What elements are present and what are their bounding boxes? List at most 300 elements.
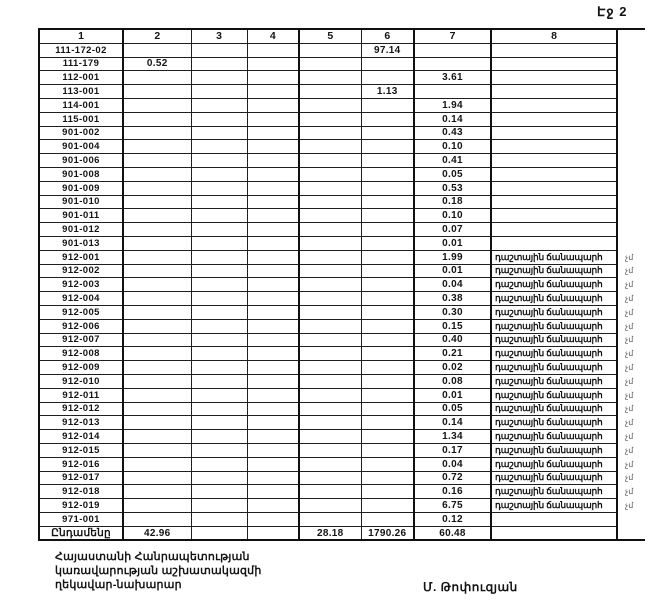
- margin-mark: չմ: [625, 266, 634, 276]
- row-value: [299, 416, 361, 430]
- row-value: [361, 195, 414, 209]
- row-value: [299, 292, 361, 306]
- row-value: [191, 512, 247, 526]
- row-code: 114-001: [39, 98, 123, 112]
- row-value: 28.18: [299, 526, 361, 540]
- row-code: 912-008: [39, 347, 123, 361]
- row-value: [191, 236, 247, 250]
- table-row: [39, 57, 645, 71]
- row-value: [247, 374, 299, 388]
- row-value: [247, 112, 299, 126]
- margin-mark: [617, 126, 645, 140]
- row-value: [299, 443, 361, 457]
- row-value: [299, 374, 361, 388]
- row-code: 912-015: [39, 443, 123, 457]
- row-description: դաշտային ճանապարհ: [491, 388, 617, 402]
- row-value: [247, 347, 299, 361]
- row-value: [361, 457, 414, 471]
- table-row: [39, 181, 645, 195]
- column-header-2: 2: [123, 29, 191, 43]
- row-value: [191, 305, 247, 319]
- row-value: [191, 223, 247, 237]
- row-value: [247, 319, 299, 333]
- row-value: [123, 209, 191, 223]
- row-value: 0.38: [414, 292, 491, 306]
- row-value: 97.14: [361, 43, 414, 57]
- row-value: [361, 333, 414, 347]
- row-value: [299, 126, 361, 140]
- margin-mark: չմ: [625, 500, 634, 510]
- row-value: [361, 485, 414, 499]
- row-code: 112-001: [39, 71, 123, 85]
- margin-mark: չմ: [625, 363, 634, 373]
- row-value: [299, 471, 361, 485]
- margin-mark: չմ: [625, 487, 634, 497]
- row-value: [299, 167, 361, 181]
- row-value: 0.16: [414, 485, 491, 499]
- table-row: [39, 374, 645, 388]
- row-value: 0.41: [414, 154, 491, 168]
- row-value: [361, 388, 414, 402]
- row-value: 0.04: [414, 278, 491, 292]
- row-description: դաշտային ճանապարհ: [491, 471, 617, 485]
- row-value: [299, 250, 361, 264]
- row-description: դաշտային ճանապարհ: [491, 333, 617, 347]
- table-row: [39, 250, 645, 264]
- row-value: [247, 471, 299, 485]
- row-value: 60.48: [414, 526, 491, 540]
- row-code: 901-010: [39, 195, 123, 209]
- margin-mark: չմ: [625, 376, 634, 386]
- total-row: [39, 526, 645, 540]
- row-value: [123, 485, 191, 499]
- margin-mark: չմ: [625, 252, 634, 262]
- margin-mark: [617, 43, 645, 57]
- row-code: 115-001: [39, 112, 123, 126]
- row-code: 912-004: [39, 292, 123, 306]
- row-description: [491, 112, 617, 126]
- row-value: [361, 154, 414, 168]
- margin-mark: չմ: [625, 432, 634, 441]
- margin-column-header: [617, 29, 645, 43]
- row-value: [123, 305, 191, 319]
- table-row: [39, 112, 645, 126]
- row-code: 901-002: [39, 126, 123, 140]
- row-value: [299, 43, 361, 57]
- margin-mark: [617, 98, 645, 112]
- row-value: [299, 181, 361, 195]
- data-table: [38, 28, 645, 541]
- row-value: [123, 457, 191, 471]
- row-value: [191, 140, 247, 154]
- row-value: 0.01: [414, 264, 491, 278]
- signatory-title-line: ղեկավար-նախարար: [55, 579, 182, 591]
- row-value: [299, 512, 361, 526]
- row-value: [299, 195, 361, 209]
- row-value: [299, 305, 361, 319]
- row-code: 901-012: [39, 223, 123, 237]
- row-value: 0.10: [414, 209, 491, 223]
- row-value: [247, 126, 299, 140]
- row-value: 0.40: [414, 333, 491, 347]
- row-value: [247, 430, 299, 444]
- row-value: [361, 319, 414, 333]
- row-value: [191, 292, 247, 306]
- row-value: [123, 430, 191, 444]
- row-value: [299, 278, 361, 292]
- row-value: [247, 167, 299, 181]
- row-value: [123, 264, 191, 278]
- row-value: [191, 333, 247, 347]
- row-value: [191, 167, 247, 181]
- row-value: 0.14: [414, 416, 491, 430]
- row-description: [491, 71, 617, 85]
- margin-mark: չմ: [625, 445, 634, 455]
- row-value: [247, 499, 299, 513]
- row-value: 0.05: [414, 167, 491, 181]
- row-description: դաշտային ճանապարհ: [491, 499, 617, 513]
- row-value: 0.52: [123, 57, 191, 71]
- row-value: [247, 443, 299, 457]
- row-value: 0.53: [414, 181, 491, 195]
- row-value: [361, 347, 414, 361]
- row-value: [299, 71, 361, 85]
- row-value: [123, 250, 191, 264]
- row-description: դաշտային ճանապարհ: [491, 402, 617, 416]
- row-code: 912-013: [39, 416, 123, 430]
- row-description: [491, 209, 617, 223]
- table-header: [39, 29, 645, 43]
- row-description: դաշտային ճանապարհ: [491, 485, 617, 499]
- row-description: [491, 526, 617, 540]
- row-value: [191, 126, 247, 140]
- row-value: [123, 85, 191, 99]
- row-value: [361, 374, 414, 388]
- margin-mark: [617, 526, 645, 540]
- row-value: [191, 499, 247, 513]
- row-value: [191, 416, 247, 430]
- row-value: 0.07: [414, 223, 491, 237]
- row-value: [123, 443, 191, 457]
- row-value: [299, 112, 361, 126]
- row-value: [361, 512, 414, 526]
- row-code: 912-002: [39, 264, 123, 278]
- margin-mark: չմ: [625, 404, 634, 414]
- table-row: [39, 485, 645, 499]
- row-value: [191, 374, 247, 388]
- row-value: 0.12: [414, 512, 491, 526]
- row-value: 3.61: [414, 71, 491, 85]
- header-row: [39, 29, 645, 43]
- row-value: [361, 140, 414, 154]
- row-description: դաշտային ճանապարհ: [491, 347, 617, 361]
- table-row: [39, 85, 645, 99]
- row-value: [361, 278, 414, 292]
- row-code: 912-009: [39, 361, 123, 375]
- table-row: [39, 430, 645, 444]
- margin-mark: չմ: [625, 335, 634, 345]
- row-code: 901-006: [39, 154, 123, 168]
- row-value: 0.05: [414, 402, 491, 416]
- row-value: [123, 43, 191, 57]
- row-value: [247, 333, 299, 347]
- row-code: 111-172-02: [39, 43, 123, 57]
- row-description: դաշտային ճանապարհ: [491, 278, 617, 292]
- row-code: 912-005: [39, 305, 123, 319]
- row-value: [247, 457, 299, 471]
- row-value: [191, 85, 247, 99]
- row-value: [361, 223, 414, 237]
- row-value: [299, 236, 361, 250]
- row-value: [299, 457, 361, 471]
- row-value: [361, 71, 414, 85]
- row-value: [191, 181, 247, 195]
- row-value: [123, 402, 191, 416]
- row-value: [299, 333, 361, 347]
- row-description: [491, 512, 617, 526]
- row-description: դաշտային ճանապարհ: [491, 264, 617, 278]
- margin-mark: չմ: [625, 307, 634, 317]
- margin-mark: չմ: [625, 321, 634, 331]
- row-value: 1790.26: [361, 526, 414, 540]
- row-value: [247, 195, 299, 209]
- row-code: 912-006: [39, 319, 123, 333]
- row-description: դաշտային ճանապարհ: [491, 443, 617, 457]
- row-value: 42.96: [123, 526, 191, 540]
- table-row: [39, 443, 645, 457]
- row-value: [191, 526, 247, 540]
- row-value: [247, 526, 299, 540]
- margin-mark: չմ: [625, 459, 634, 469]
- row-value: 0.01: [414, 388, 491, 402]
- row-value: 0.04: [414, 457, 491, 471]
- row-value: [247, 361, 299, 375]
- row-value: [299, 430, 361, 444]
- row-value: [361, 402, 414, 416]
- row-code: 912-003: [39, 278, 123, 292]
- row-value: [123, 347, 191, 361]
- row-description: [491, 85, 617, 99]
- row-value: [191, 209, 247, 223]
- table-row: [39, 512, 645, 526]
- row-value: 1.94: [414, 98, 491, 112]
- row-value: [299, 209, 361, 223]
- signatory-title-block: [55, 550, 262, 592]
- row-value: [123, 195, 191, 209]
- row-value: 0.17: [414, 443, 491, 457]
- row-code: 971-001: [39, 512, 123, 526]
- row-value: [247, 71, 299, 85]
- row-value: [123, 416, 191, 430]
- row-description: դաշտային ճանապարհ: [491, 430, 617, 444]
- row-value: [247, 85, 299, 99]
- margin-mark: [617, 195, 645, 209]
- row-value: [123, 278, 191, 292]
- margin-mark: [617, 140, 645, 154]
- row-value: [123, 140, 191, 154]
- row-value: [299, 361, 361, 375]
- row-code: 912-018: [39, 485, 123, 499]
- row-value: 1.13: [361, 85, 414, 99]
- row-value: [414, 43, 491, 57]
- row-value: 6.75: [414, 499, 491, 513]
- row-code: 912-012: [39, 402, 123, 416]
- column-header-5: 5: [299, 29, 361, 43]
- table-row: [39, 347, 645, 361]
- margin-mark: [617, 85, 645, 99]
- row-value: 0.08: [414, 374, 491, 388]
- column-header-6: 6: [361, 29, 414, 43]
- total-label: Ընդամենը: [39, 526, 123, 540]
- table-row: [39, 278, 645, 292]
- row-value: [299, 499, 361, 513]
- table-row: [39, 292, 645, 306]
- row-code: 912-017: [39, 471, 123, 485]
- row-description: [491, 223, 617, 237]
- row-value: [361, 430, 414, 444]
- row-description: [491, 57, 617, 71]
- row-code: 901-004: [39, 140, 123, 154]
- row-value: [247, 278, 299, 292]
- row-value: [361, 264, 414, 278]
- row-description: դաշտային ճանապարհ: [491, 319, 617, 333]
- row-code: 912-011: [39, 388, 123, 402]
- row-value: 0.18: [414, 195, 491, 209]
- row-value: [414, 85, 491, 99]
- row-value: [299, 154, 361, 168]
- row-value: [299, 140, 361, 154]
- row-value: [247, 209, 299, 223]
- row-value: [191, 457, 247, 471]
- signatory-title-line: կառավարության աշխատակազմի: [55, 565, 262, 577]
- column-header-7: 7: [414, 29, 491, 43]
- row-value: [299, 319, 361, 333]
- row-description: դաշտային ճանապարհ: [491, 374, 617, 388]
- row-value: [361, 57, 414, 71]
- row-value: 0.30: [414, 305, 491, 319]
- row-description: [491, 140, 617, 154]
- row-value: 1.34: [414, 430, 491, 444]
- row-value: [361, 292, 414, 306]
- row-value: [191, 112, 247, 126]
- table-row: [39, 43, 645, 57]
- row-value: [191, 98, 247, 112]
- row-value: [247, 57, 299, 71]
- row-value: [191, 430, 247, 444]
- row-value: [123, 292, 191, 306]
- column-header-8: 8: [491, 29, 617, 43]
- row-value: [191, 388, 247, 402]
- row-value: [191, 264, 247, 278]
- table-row: [39, 319, 645, 333]
- row-code: 113-001: [39, 85, 123, 99]
- row-value: [299, 57, 361, 71]
- margin-mark: [617, 181, 645, 195]
- row-value: 0.01: [414, 236, 491, 250]
- row-value: [123, 236, 191, 250]
- table-row: [39, 264, 645, 278]
- row-value: [191, 361, 247, 375]
- row-value: [247, 154, 299, 168]
- table-row: [39, 361, 645, 375]
- row-value: 0.43: [414, 126, 491, 140]
- row-value: [247, 264, 299, 278]
- row-value: [123, 71, 191, 85]
- row-value: 1.99: [414, 250, 491, 264]
- margin-mark: [617, 57, 645, 71]
- margin-mark: [617, 112, 645, 126]
- row-value: [123, 126, 191, 140]
- margin-mark: չմ: [625, 418, 634, 428]
- row-value: [247, 98, 299, 112]
- row-value: [191, 471, 247, 485]
- row-description: [491, 195, 617, 209]
- row-code: 901-011: [39, 209, 123, 223]
- row-value: [247, 388, 299, 402]
- table-row: [39, 140, 645, 154]
- row-value: [191, 250, 247, 264]
- table-body: [39, 43, 645, 540]
- row-value: [123, 319, 191, 333]
- row-description: [491, 181, 617, 195]
- row-value: [414, 57, 491, 71]
- row-value: [361, 416, 414, 430]
- row-value: [123, 361, 191, 375]
- row-value: 0.10: [414, 140, 491, 154]
- row-value: [361, 98, 414, 112]
- column-header-4: 4: [247, 29, 299, 43]
- table-row: [39, 305, 645, 319]
- margin-mark: [617, 223, 645, 237]
- row-description: [491, 43, 617, 57]
- margin-mark: չմ: [625, 473, 634, 483]
- margin-mark: [617, 209, 645, 223]
- table-row: [39, 167, 645, 181]
- row-value: [299, 98, 361, 112]
- table-row: [39, 499, 645, 513]
- row-value: [191, 278, 247, 292]
- row-description: դաշտային ճանապարհ: [491, 250, 617, 264]
- margin-mark: չմ: [625, 280, 634, 290]
- table-row: [39, 154, 645, 168]
- row-value: [123, 512, 191, 526]
- row-value: [361, 236, 414, 250]
- row-value: [123, 223, 191, 237]
- row-value: [247, 292, 299, 306]
- row-value: [247, 416, 299, 430]
- row-value: 0.15: [414, 319, 491, 333]
- row-value: [361, 250, 414, 264]
- row-code: 901-013: [39, 236, 123, 250]
- margin-mark: չմ: [625, 390, 634, 400]
- row-value: [247, 181, 299, 195]
- row-value: [247, 236, 299, 250]
- row-value: [191, 319, 247, 333]
- row-value: [361, 167, 414, 181]
- row-description: դաշտային ճանապարհ: [491, 361, 617, 375]
- margin-mark: [617, 71, 645, 85]
- row-value: [299, 388, 361, 402]
- table-row: [39, 71, 645, 85]
- row-value: [123, 471, 191, 485]
- table-row: [39, 195, 645, 209]
- row-code: 912-001: [39, 250, 123, 264]
- row-description: [491, 236, 617, 250]
- margin-mark: չմ: [625, 349, 634, 359]
- row-description: դաշտային ճանապարհ: [491, 457, 617, 471]
- column-header-1: 1: [39, 29, 123, 43]
- row-value: [299, 264, 361, 278]
